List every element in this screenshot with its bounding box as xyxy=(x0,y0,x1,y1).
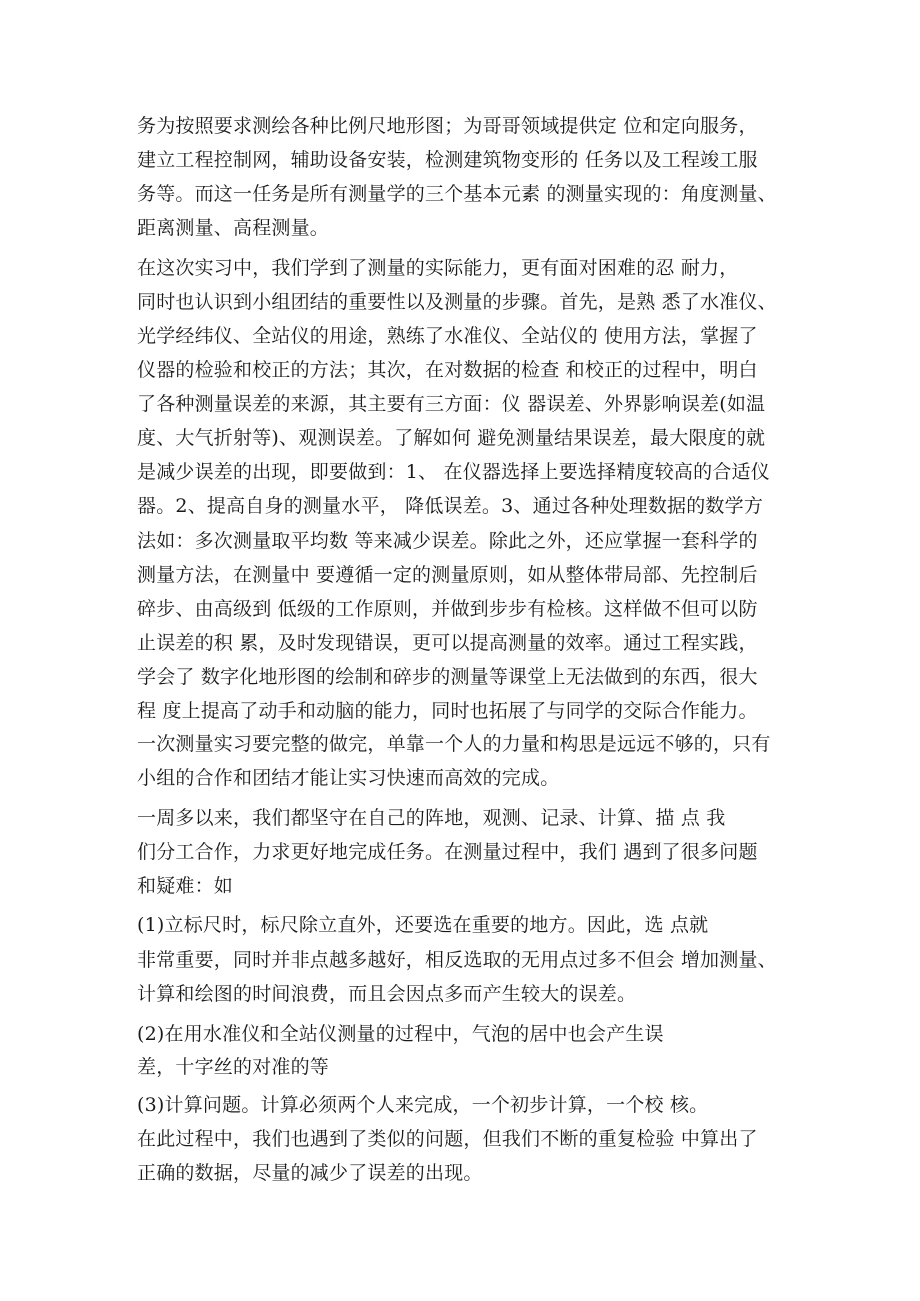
text-line: 法如：多次测量取平均数 等来减少误差。除此之外，还应掌握一套科学的 xyxy=(137,530,758,552)
text-line: (1)立标尺时，标尺除立直外，还要选在重要的地方。因此，选 点就 xyxy=(137,914,709,936)
text-line: 建立工程控制网，辅助设备安装，检测建筑物变形的 任务以及工程竣工服 xyxy=(137,149,758,171)
text-line: 务等。而这一任务是所有测量学的三个基本元素 的测量实现的：角度测量、 xyxy=(137,183,777,205)
text-line: 差，十字丝的对准的等 xyxy=(137,1056,330,1078)
text-line: 在这次实习中，我们学到了测量的实际能力，更有面对困难的忍 耐力， xyxy=(137,257,739,279)
text-line: 度、大气折射等)、观测误差。了解如何 避免测量结果误差，最大限度的就 xyxy=(137,427,766,449)
text-line: 了各种测量误差的来源，其主要有三方面：仪 器误差、外界影响误差(如温 xyxy=(137,393,766,415)
text-line: 们分工合作，力求更好地完成任务。在测量过程中，我们 遇到了很多问题 xyxy=(137,841,758,863)
text-line: 非常重要，同时并非点越多越好，相反选取的无用点过多不但会 增加测量、 xyxy=(137,949,777,971)
text-line: 一周多以来，我们都坚守在自己的阵地，观测、记录、计算、描 点 我 xyxy=(137,807,726,829)
text-line: 碎步、由高级到 低级的工作原则，并做到步步有检核。这样做不但可以防 xyxy=(137,598,758,620)
text-line: 正确的数据，尽量的减少了误差的出现。 xyxy=(137,1162,483,1184)
text-line: 器。2、提高自身的测量水平， 降低误差。3、通过各种处理数据的数学方 xyxy=(137,495,764,517)
text-line: 程 度上提高了动手和动脑的能力，同时也拓展了与同学的交际合作能力。 xyxy=(137,700,758,722)
text-line: (3)计算问题。计算必须两个人来完成，一个初步计算，一个校 核。 xyxy=(137,1094,709,1116)
text-line: 在此过程中，我们也遇到了类似的问题，但我们不断的重复检验 中算出了 xyxy=(137,1128,758,1150)
text-line: 务为按照要求测绘各种比例尺地形图；为哥哥领域提供定 位和定向服务， xyxy=(137,115,758,137)
text-line: 和疑难：如 xyxy=(137,875,234,897)
text-line: 学会了 数字化地形图的绘制和碎步的测量等课堂上无法做到的东西，很大 xyxy=(137,666,758,688)
text-line: 小组的合作和团结才能让实习快速而高效的完成。 xyxy=(137,767,560,789)
text-line: 测量方法，在测量中 要遵循一定的测量原则，如从整体带局部、先控制后 xyxy=(137,564,758,586)
text-line: 同时也认识到小组团结的重要性以及测量的步骤。首先，是熟 悉了水准仪、 xyxy=(137,291,777,313)
text-line: 距离测量、高程测量。 xyxy=(137,217,330,239)
text-line: (2)在用水准仪和全站仪测量的过程中，气泡的居中也会产生误 xyxy=(137,1023,664,1045)
text-line: 止误差的积 累，及时发现错误，更可以提高测量的效率。通过工程实践， xyxy=(137,632,758,654)
text-line: 是减少误差的出现，即要做到：1、 在仪器选择上要选择精度较高的合适仪 xyxy=(137,461,770,483)
text-line: 计算和绘图的时间浪费，而且会因点多而产生较大的误差。 xyxy=(137,983,637,1005)
text-line: 仪器的检验和校正的方法；其次，在对数据的检查 和校正的过程中，明白 xyxy=(137,359,758,381)
text-line: 光学经纬仪、全站仪的用途，熟练了水准仪、全站仪的 使用方法，掌握了 xyxy=(137,325,758,347)
text-line: 一次测量实习要完整的做完，单靠一个人的力量和构思是远远不够的，只有 xyxy=(137,733,771,755)
